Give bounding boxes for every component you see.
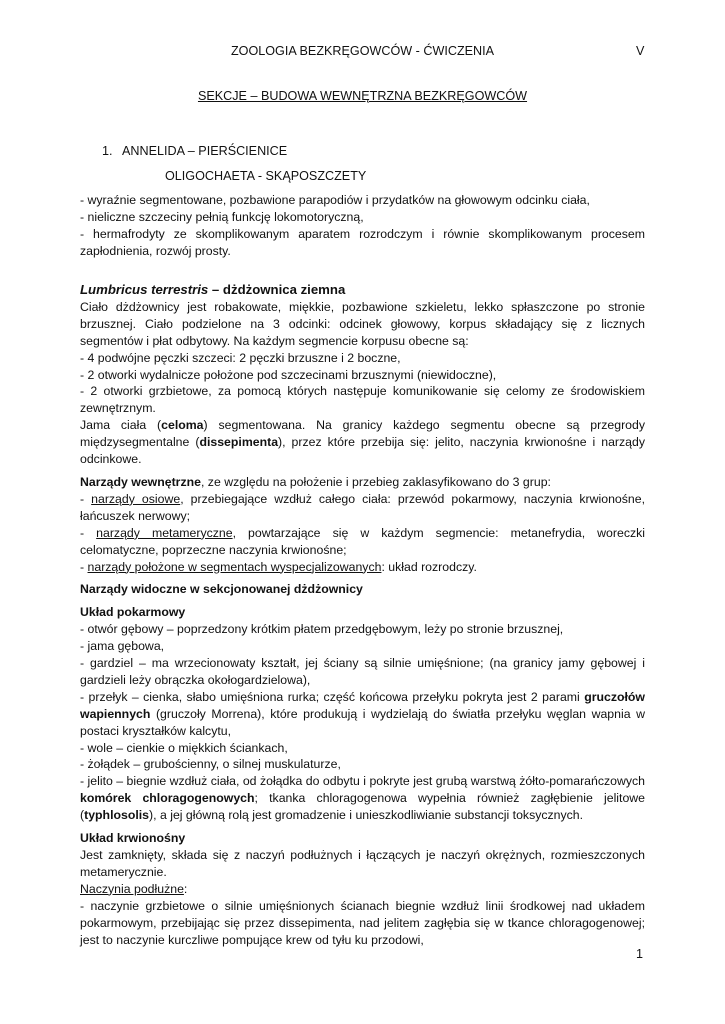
text-run: - jelito – biegnie wzdłuż ciała, od żołądka do odbytu i pokryte jest grubą warstwą żółto-pomarańczowych [80, 774, 645, 789]
text-run: ; tkanka chloragogenowa wypełnia również zagłębienie jelitowe ( [80, 791, 646, 823]
text-run: ), przez które przebija się: jelito, naczynia krwionośne i narządy odcinkowe. [80, 435, 645, 467]
text-run: , ze względu na położenie i przebieg zaklasyfikowano do 3 grup: [200, 474, 551, 489]
text-run: (gruczoły Morrena), które produkują i wydzielają do światła przełyku węglan wapnia w postaci kryształków kalcytu, [80, 706, 645, 738]
term-typhlosolis: typhlosolis [84, 808, 150, 823]
text-run: - [80, 525, 97, 540]
list-item: - 4 podwójne pęczki szczeci: 2 pęczki brzuszne i 2 boczne, [80, 350, 401, 365]
term-axial-organs: narządy osiowe [91, 491, 181, 506]
organs-intro [80, 474, 645, 491]
page-title: SEKCJE – BUDOWA WEWNĘTRZNA BEZKRĘGOWCÓW [197, 89, 528, 103]
section-title: ANNELIDA – PIERŚCIENICE [122, 144, 288, 158]
running-header: ZOOLOGIA BEZKRĘGOWCÓW - ĆWICZENIA [230, 44, 495, 58]
term-specialized-segments: narządy położone w segmentach wyspecjalizowanych [87, 559, 382, 574]
text-run: ) segmentowana. Na granicy każdego segmentu obecne są przegrody międzysegmentalne ( [80, 418, 645, 450]
list-item [80, 773, 645, 824]
digestive-heading: Układ pokarmowy [80, 605, 186, 620]
section-heading [102, 144, 287, 158]
list-item: - nieliczne szczeciny pełnią funkcję lokomotoryczną, [80, 209, 364, 224]
term-calciferous-glands: gruczołów wapiennych [80, 689, 645, 721]
list-item [80, 491, 645, 525]
term-metameric-organs: narządy metameryczne [96, 525, 233, 540]
list-item [80, 525, 645, 559]
section-number: 1. [102, 144, 113, 158]
list-item [80, 689, 645, 740]
list-item: - wole – cienkie o miękkich ściankach, [80, 740, 288, 755]
oligochaeta-features [80, 192, 645, 260]
circulatory-heading: Układ krwionośny [80, 831, 186, 846]
text-run: - przełyk – cienka, słabo umięśniona rurka; część końcowa przełyku pokryta jest 2 parami [80, 689, 585, 704]
species-common-name: – dżdżownica ziemna [208, 282, 346, 297]
list-item: - żołądek – grubościenny, o silnej muskulaturze, [80, 757, 341, 772]
list-item: - otwór gębowy – poprzedzony krótkim płatem przedgębowym, leży po stronie brzusznej, [80, 622, 564, 637]
paragraph: Jest zamknięty, składa się z naczyń podłużnych i łączących je naczyń okrężnych, rozmieszczonych metamerycznie. [80, 848, 645, 879]
list-item: - 2 otworki grzbietowe, za pomocą których następuje komunikowanie się celomy ze środowiskiem zewnętrznym. [80, 384, 645, 416]
text-run: - [80, 559, 88, 574]
visible-organs-heading: Narządy widoczne w sekcjonowanej dżdżownicy [80, 582, 363, 597]
text-run: , powtarzające się w każdym segmencie: metanefrydia, woreczki celomatyczne, poprzeczne naczynia krwionośne; [80, 525, 645, 557]
section-roman-number: V [636, 44, 645, 58]
term-dissepimenta: dissepimenta [199, 435, 279, 450]
paragraph: Ciało dżdżownicy jest robakowate, miękkie, pozbawione szkieletu, lekko spłaszczone po stronie brzusznej. Ciało podzielone na 3 odcinki: odcinek głowowy, korpus składający się z licznych segmentów i płat odbytowy. Na każdym segmencie korpusu obecne są: [80, 299, 645, 348]
term-longitudinal-vessels: Naczynia podłużne [80, 881, 184, 896]
main-body [80, 282, 645, 948]
list-item [80, 559, 645, 576]
celoma-paragraph [80, 417, 645, 468]
text-run: ), a jej główną rolą jest gromadzenie i unieszkodliwianie substancji toksycznych. [149, 808, 584, 823]
list-item: - jama gębowa, [80, 639, 165, 654]
species-heading [80, 282, 645, 299]
term-celoma: celoma [161, 418, 204, 433]
text-run: - [80, 491, 92, 506]
longitudinal-vessels-heading [80, 881, 645, 898]
text-run: : układ rozrodczy. [381, 559, 477, 574]
list-item: - hermafrodyty ze skomplikowanym aparatem rozrodczym i równie skomplikowanym procesem zapłodnienia, rozwój prosty. [80, 226, 645, 258]
section-subtitle: OLIGOCHAETA - SKĄPOSZCZETY [165, 169, 367, 183]
list-item: - naczynie grzbietowe o silnie umięśnionych ścianach biegnie wzdłuż linii środkowej nad układem pokarmowym, przebijając się przez dissepimenta, nad jelitem zagłębia się w tkance chloragogenowej; jest to naczynie kurczliwe pompujące krew od tyłu ku przodowi, [80, 898, 645, 947]
list-item: - 2 otworki wydalnicze położone pod szczecinami brzusznymi (niewidoczne), [80, 367, 497, 382]
text-run: , przebiegające wzdłuż całego ciała: przewód pokarmowy, naczynia krwionośne, łańcuszek nerwowy; [80, 491, 645, 523]
term-chloragogen-cells: komórek chloragogenowych [80, 791, 255, 806]
list-item: - wyraźnie segmentowane, pozbawione parapodiów i przydatków na głowowym odcinku ciała, [80, 193, 590, 207]
text-run: : [183, 881, 188, 896]
text-run: Jama ciała ( [80, 418, 162, 433]
species-latin-name: Lumbricus terrestris [80, 282, 209, 297]
list-item: - gardziel – ma wrzecionowaty kształt, jej ściany są silnie umięśnione; (na granicy jamy gębowej i gardzieli leży obrączka okołogardzielowa), [80, 656, 645, 687]
term-internal-organs: Narządy wewnętrzne [80, 474, 201, 489]
page-number: 1 [636, 947, 644, 961]
